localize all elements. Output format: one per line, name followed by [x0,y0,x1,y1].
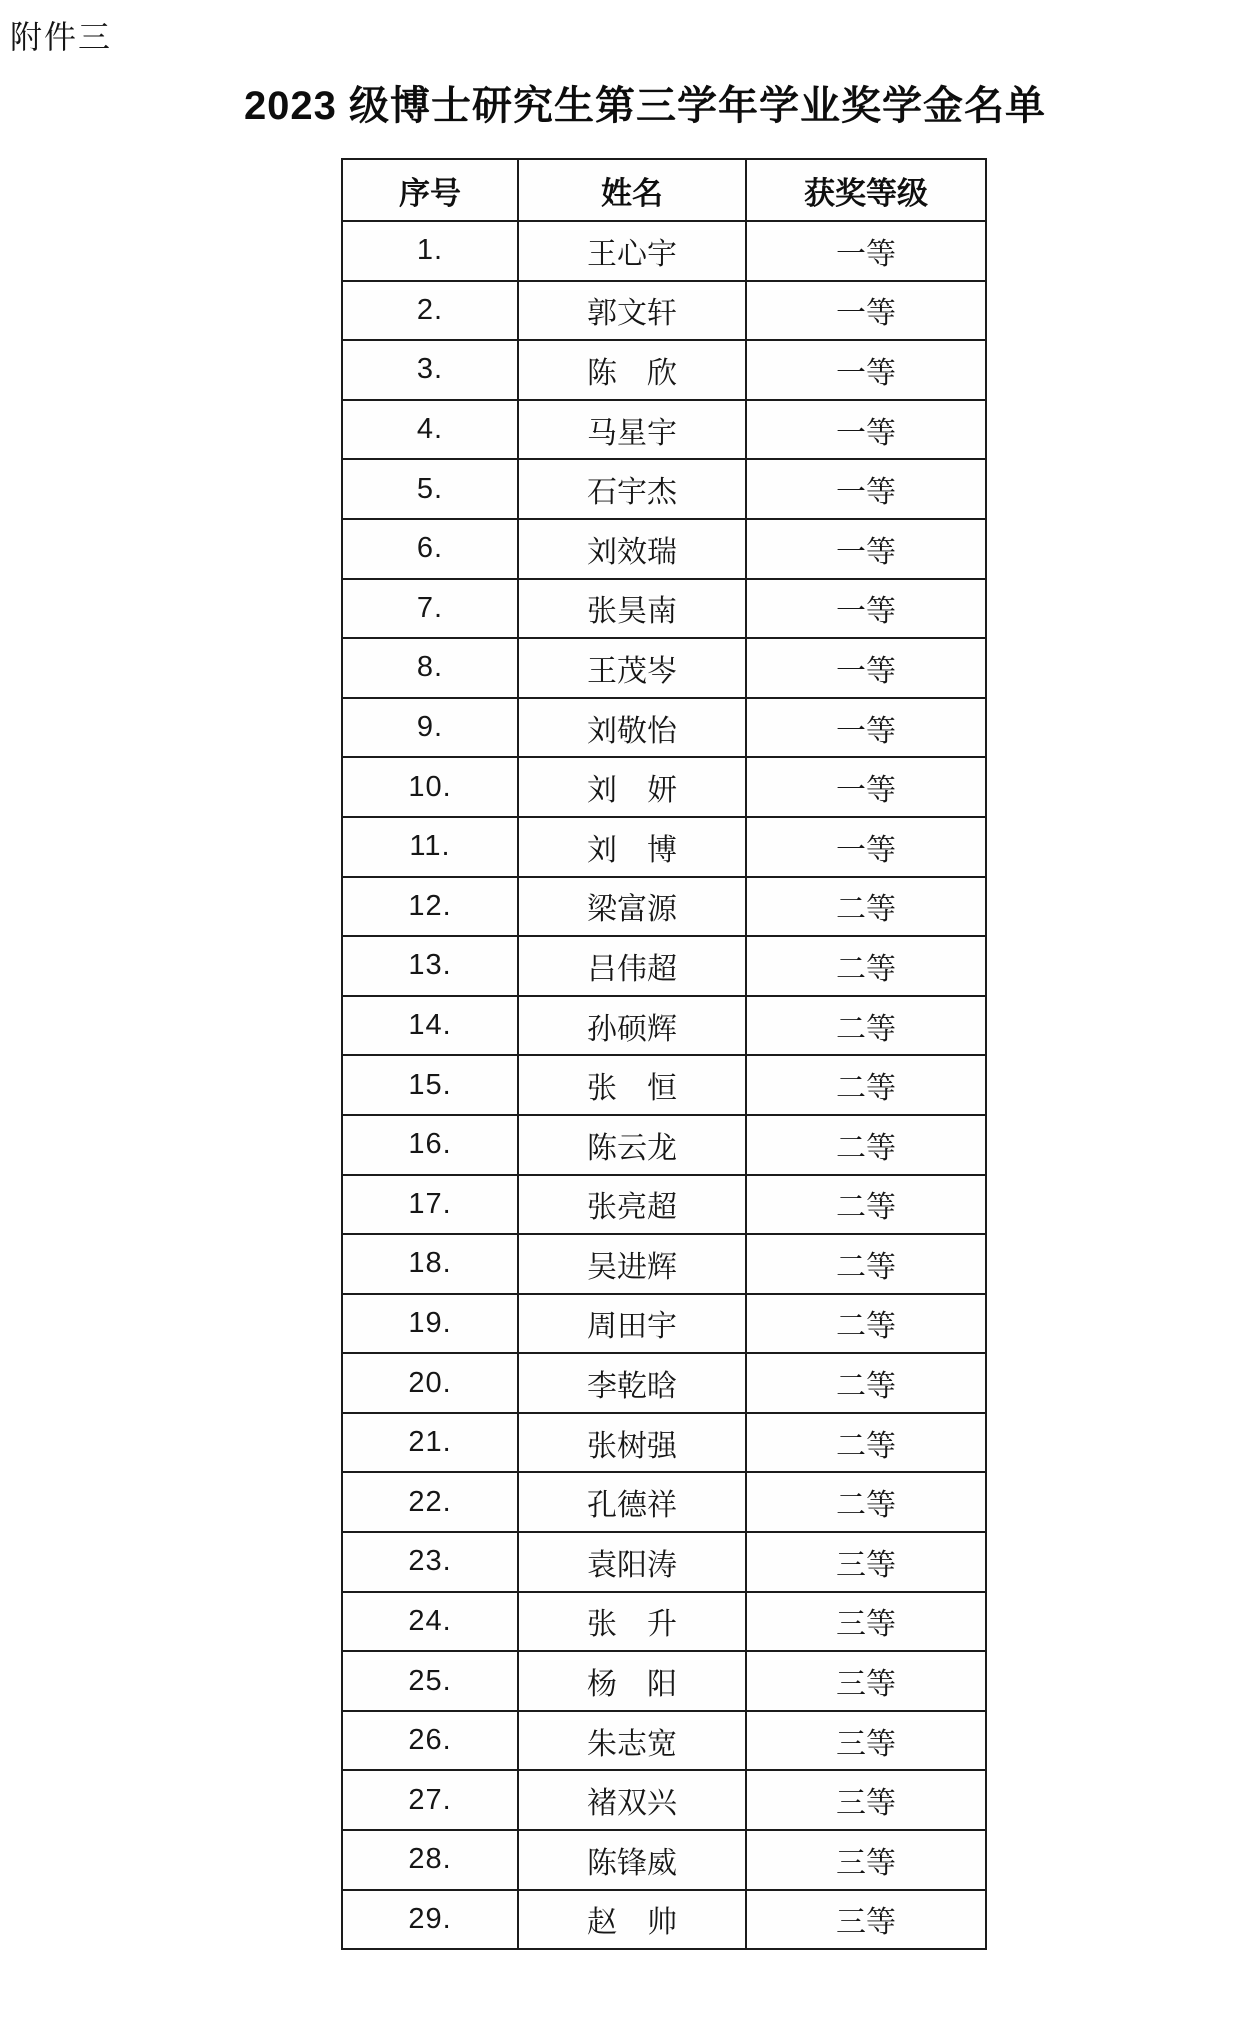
row-no-cell: 14. [342,996,518,1056]
row-name-cell: 张 恒 [518,1055,746,1115]
row-name-cell: 吕伟超 [518,936,746,996]
row-award-cell: 一等 [746,221,986,281]
table-row [342,1711,986,1771]
table-row [342,877,986,937]
row-name-cell: 王心宇 [518,221,746,281]
row-no-cell: 26. [342,1711,518,1771]
row-no-cell: 11. [342,817,518,877]
table-row [342,400,986,460]
row-no-cell: 22. [342,1472,518,1532]
table-row [342,1175,986,1235]
row-award-cell: 二等 [746,1175,986,1235]
header-award: 获奖等级 [746,159,986,221]
row-award-cell: 三等 [746,1592,986,1652]
row-no-cell: 4. [342,400,518,460]
row-award-cell: 三等 [746,1890,986,1950]
table-row [342,1890,986,1950]
table-body [342,221,986,1949]
table-row [342,1055,986,1115]
row-name-cell: 吴进辉 [518,1234,746,1294]
row-no-cell: 3. [342,340,518,400]
table-row [342,221,986,281]
table-row [342,638,986,698]
row-no-cell: 18. [342,1234,518,1294]
row-no-cell: 25. [342,1651,518,1711]
table-row [342,340,986,400]
table-row [342,579,986,639]
row-name-cell: 王茂岑 [518,638,746,698]
table-row [342,936,986,996]
row-name-cell: 赵 帅 [518,1890,746,1950]
row-award-cell: 一等 [746,281,986,341]
row-name-cell: 刘 妍 [518,757,746,817]
row-award-cell: 一等 [746,638,986,698]
row-no-cell: 13. [342,936,518,996]
row-no-cell: 23. [342,1532,518,1592]
row-name-cell: 陈锋威 [518,1830,746,1890]
row-no-cell: 6. [342,519,518,579]
row-no-cell: 7. [342,579,518,639]
page-title: 2023 级博士研究生第三学年学业奖学金名单 [243,84,1047,128]
table-header [342,159,986,221]
table-row [342,698,986,758]
row-no-cell: 15. [342,1055,518,1115]
row-no-cell: 24. [342,1592,518,1652]
row-award-cell: 三等 [746,1770,986,1830]
table-row [342,757,986,817]
row-award-cell: 一等 [746,400,986,460]
row-award-cell: 一等 [746,817,986,877]
row-no-cell: 12. [342,877,518,937]
table-row [342,459,986,519]
row-award-cell: 二等 [746,996,986,1056]
table-row [342,1234,986,1294]
row-no-cell: 2. [342,281,518,341]
row-award-cell: 二等 [746,1115,986,1175]
row-award-cell: 二等 [746,1413,986,1473]
header-name: 姓名 [518,159,746,221]
table-row [342,1294,986,1354]
row-name-cell: 陈 欣 [518,340,746,400]
row-no-cell: 17. [342,1175,518,1235]
header-row [342,159,986,221]
table-row [342,1651,986,1711]
row-name-cell: 张亮超 [518,1175,746,1235]
row-award-cell: 二等 [746,1055,986,1115]
row-no-cell: 10. [342,757,518,817]
row-award-cell: 二等 [746,1472,986,1532]
attachment-label: 附件三 [10,19,113,55]
row-award-cell: 一等 [746,519,986,579]
row-name-cell: 李乾晗 [518,1353,746,1413]
table-row [342,1592,986,1652]
row-no-cell: 27. [342,1770,518,1830]
table-row [342,817,986,877]
row-no-cell: 9. [342,698,518,758]
table-row [342,281,986,341]
row-name-cell: 刘效瑞 [518,519,746,579]
row-name-cell: 张昊南 [518,579,746,639]
table-row [342,1770,986,1830]
row-award-cell: 二等 [746,1294,986,1354]
row-name-cell: 梁富源 [518,877,746,937]
row-no-cell: 20. [342,1353,518,1413]
row-no-cell: 8. [342,638,518,698]
row-name-cell: 张树强 [518,1413,746,1473]
row-name-cell: 周田宇 [518,1294,746,1354]
row-award-cell: 二等 [746,877,986,937]
row-award-cell: 二等 [746,936,986,996]
row-award-cell: 二等 [746,1353,986,1413]
row-award-cell: 三等 [746,1651,986,1711]
scholarship-table [341,158,987,1950]
table-row [342,1472,986,1532]
row-award-cell: 三等 [746,1711,986,1771]
table-row [342,1115,986,1175]
row-no-cell: 29. [342,1890,518,1950]
row-name-cell: 朱志宽 [518,1711,746,1771]
table-row [342,1830,986,1890]
table-row [342,996,986,1056]
row-award-cell: 一等 [746,698,986,758]
row-award-cell: 一等 [746,459,986,519]
row-name-cell: 马星宇 [518,400,746,460]
row-no-cell: 1. [342,221,518,281]
row-name-cell: 孔德祥 [518,1472,746,1532]
row-no-cell: 19. [342,1294,518,1354]
row-name-cell: 张 升 [518,1592,746,1652]
row-name-cell: 袁阳涛 [518,1532,746,1592]
row-name-cell: 褚双兴 [518,1770,746,1830]
table-row [342,1532,986,1592]
row-no-cell: 5. [342,459,518,519]
header-no: 序号 [342,159,518,221]
row-name-cell: 孙硕辉 [518,996,746,1056]
row-name-cell: 刘敬怡 [518,698,746,758]
row-no-cell: 16. [342,1115,518,1175]
row-no-cell: 28. [342,1830,518,1890]
row-name-cell: 陈云龙 [518,1115,746,1175]
row-no-cell: 21. [342,1413,518,1473]
row-name-cell: 杨 阳 [518,1651,746,1711]
row-award-cell: 二等 [746,1234,986,1294]
row-award-cell: 一等 [746,757,986,817]
table-row [342,1353,986,1413]
row-award-cell: 一等 [746,579,986,639]
row-name-cell: 石宇杰 [518,459,746,519]
row-award-cell: 一等 [746,340,986,400]
table-row [342,519,986,579]
row-award-cell: 三等 [746,1830,986,1890]
row-name-cell: 郭文轩 [518,281,746,341]
table-row [342,1413,986,1473]
row-award-cell: 三等 [746,1532,986,1592]
row-name-cell: 刘 博 [518,817,746,877]
